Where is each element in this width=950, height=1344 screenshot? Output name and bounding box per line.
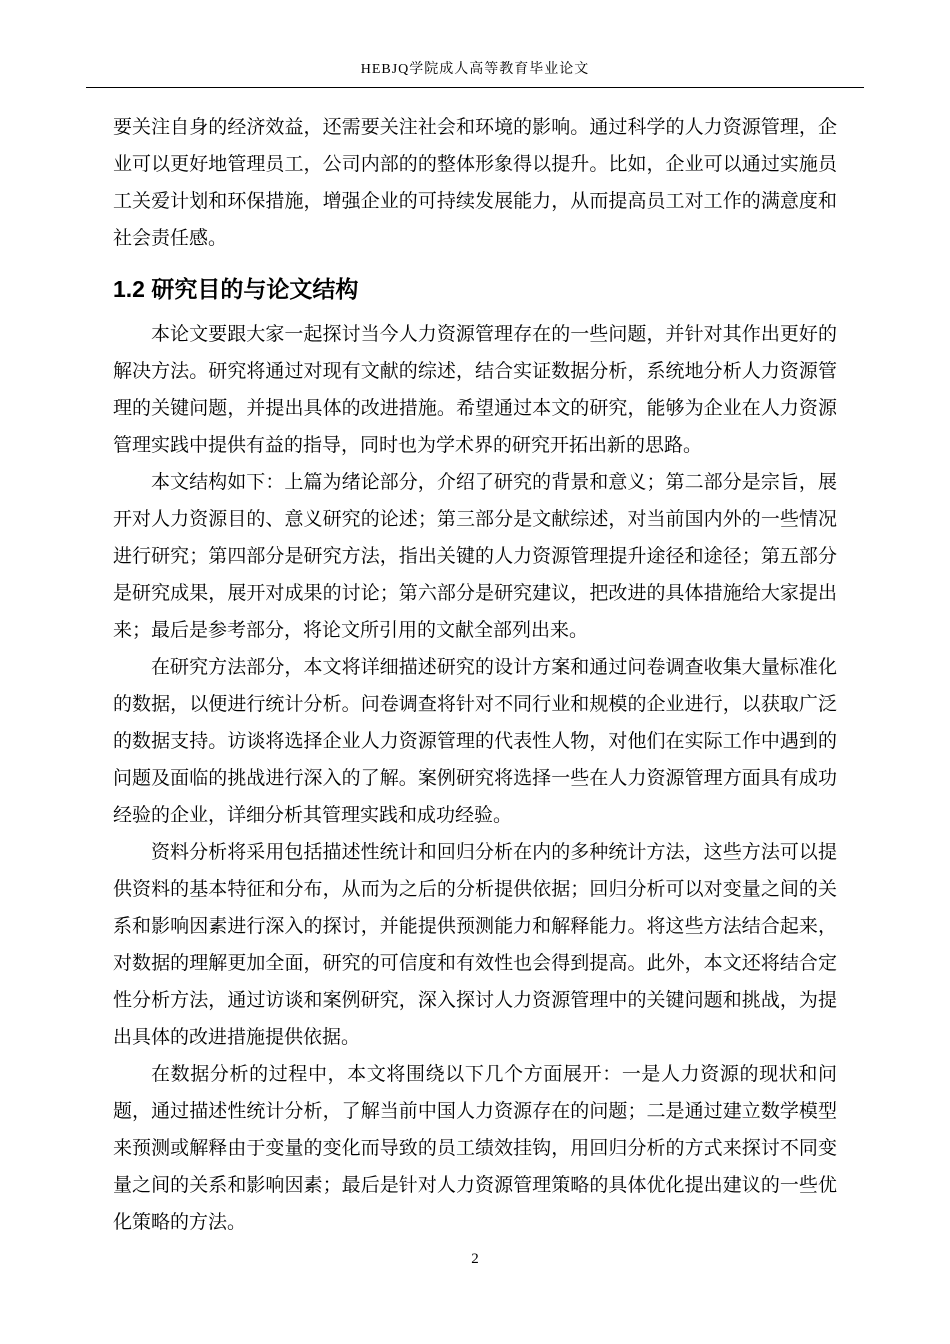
paragraph-thesis-structure: 本文结构如下：上篇为绪论部分，介绍了研究的背景和意义；第二部分是宗旨，展开对人力资源目的、意义研究的论述；第三部分是文献综述，对当前国内外的一些情况进行研究；第四部分是研究方法，指出关键的人力资源管理提升途径和途径；第五部分是研究成果，展开对成果的讨论；第六部分是研究建议，把改进的具体措施给大家提出来；最后是参考部分，将论文所引用的文献全部列出来。	[113, 472, 837, 641]
document-body	[86, 88, 864, 1241]
page-footer	[0, 1250, 950, 1268]
paragraph-continuation: 要关注自身的经济效益，还需要关注社会和环境的影响。通过科学的人力资源管理，企业可以更好地管理员工，公司内部的的整体形象得以提升。比如，企业可以通过实施员工关爱计划和环保措施，增强企业的可持续发展能力，从而提高员工对工作的满意度和社会责任感。	[113, 117, 837, 249]
paragraph-analysis-process: 在数据分析的过程中，本文将围绕以下几个方面展开：一是人力资源的现状和问题，通过描述性统计分析，了解当前中国人力资源存在的问题；二是通过建立数学模型来预测或解释由于变量的变化而导致的员工绩效挂钩，用回归分析的方式来探讨不同变量之间的关系和影响因素；最后是针对人力资源管理策略的具体优化提出建议的一些优化策略的方法。	[113, 1064, 837, 1233]
page-header	[86, 0, 864, 88]
paragraph-research-methods: 在研究方法部分，本文将详细描述研究的设计方案和通过问卷调查收集大量标准化的数据，以便进行统计分析。问卷调查将针对不同行业和规模的企业进行，以获取广泛的数据支持。访谈将选择企业人力资源管理的代表性人物，对他们在实际工作中遇到的问题及面临的挑战进行深入的了解。案例研究将选择一些在人力资源管理方面具有成功经验的企业，详细分析其管理实践和成功经验。	[113, 657, 837, 826]
paragraph-research-purpose: 本论文要跟大家一起探讨当今人力资源管理存在的一些问题，并针对其作出更好的解决方法。研究将通过对现有文献的综述，结合实证数据分析，系统地分析人力资源管理的关键问题，并提出具体的改进措施。希望通过本文的研究，能够为企业在人力资源管理实践中提供有益的指导，同时也为学术界的研究开拓出新的思路。	[113, 324, 837, 456]
running-head-title: HEBJQ学院成人高等教育毕业论文	[360, 62, 590, 77]
paragraph-data-analysis-methods: 资料分析将采用包括描述性统计和回归分析在内的多种统计方法，这些方法可以提供资料的基本特征和分布，从而为之后的分析提供依据；回归分析可以对变量之间的关系和影响因素进行深入的探讨，并能提供预测能力和解释能力。将这些方法结合起来，对数据的理解更加全面，研究的可信度和有效性也会得到提高。此外，本文还将结合定性分析方法，通过访谈和案例研究，深入探讨人力资源管理中的关键问题和挑战，为提出具体的改进措施提供依据。	[113, 842, 837, 1048]
section-heading: 1.2 研究目的与论文结构	[113, 276, 359, 302]
page-number: 2	[471, 1251, 479, 1267]
